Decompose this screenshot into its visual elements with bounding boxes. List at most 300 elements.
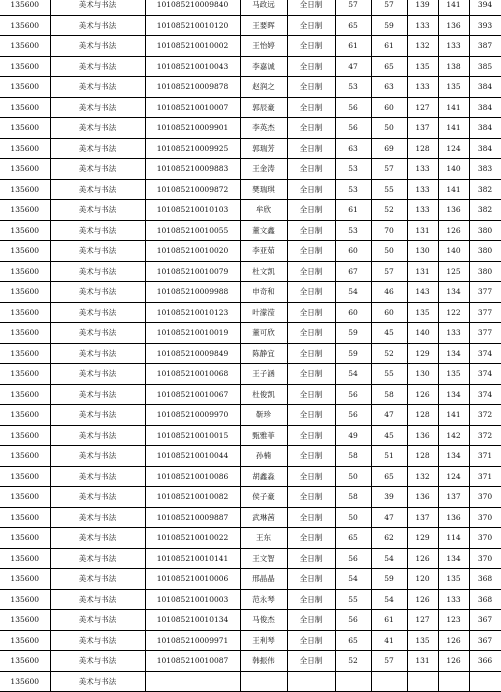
table-row — [0, 179, 501, 200]
study-mode-cell: 全日制 — [287, 0, 335, 15]
score-2-cell: 70 — [371, 220, 407, 241]
candidate-id-cell: 101085210010123 — [145, 302, 240, 323]
major-code-cell: 135600 — [0, 179, 50, 200]
candidate-name-cell: 王利琴 — [240, 630, 287, 651]
score-2-cell: 50 — [371, 118, 407, 139]
score-4-cell: 140 — [438, 241, 469, 262]
table-row — [0, 528, 501, 549]
score-4-cell: 123 — [438, 610, 469, 631]
candidate-id-cell: 101085210010019 — [145, 323, 240, 344]
major-name-cell: 美术与书法 — [50, 56, 145, 77]
study-mode-cell — [287, 671, 335, 692]
candidate-name-cell: 叶濛滢 — [240, 302, 287, 323]
score-4-cell: 141 — [438, 118, 469, 139]
score-4-cell: 134 — [438, 446, 469, 467]
score-1-cell: 53 — [335, 220, 371, 241]
candidate-id-cell: 101085210010086 — [145, 466, 240, 487]
table-row — [0, 548, 501, 569]
candidate-id-cell: 101085210009971 — [145, 630, 240, 651]
candidate-id-cell: 101085210010055 — [145, 220, 240, 241]
candidate-name-cell: 靳珍 — [240, 405, 287, 426]
score-3-cell: 143 — [407, 282, 438, 303]
major-name-cell: 美术与书法 — [50, 466, 145, 487]
study-mode-cell: 全日制 — [287, 159, 335, 180]
score-3-cell: 129 — [407, 343, 438, 364]
score-3-cell: 136 — [407, 487, 438, 508]
major-name-cell: 美术与书法 — [50, 179, 145, 200]
score-2-cell: 57 — [371, 0, 407, 15]
score-3-cell — [407, 671, 438, 692]
score-1-cell: 49 — [335, 425, 371, 446]
total-score-cell: 384 — [469, 77, 501, 98]
candidate-name-cell: 郭辰豪 — [240, 97, 287, 118]
candidate-id-cell: 101085210010007 — [145, 97, 240, 118]
study-mode-cell: 全日制 — [287, 548, 335, 569]
score-3-cell: 128 — [407, 446, 438, 467]
total-score-cell: 382 — [469, 179, 501, 200]
score-2-cell: 63 — [371, 77, 407, 98]
score-3-cell: 137 — [407, 118, 438, 139]
study-mode-cell: 全日制 — [287, 589, 335, 610]
candidate-name-cell: 李英杰 — [240, 118, 287, 139]
major-code-cell: 135600 — [0, 36, 50, 57]
score-4-cell: 126 — [438, 630, 469, 651]
major-name-cell: 美术与书法 — [50, 77, 145, 98]
score-3-cell: 132 — [407, 36, 438, 57]
score-1-cell: 54 — [335, 569, 371, 590]
score-2-cell: 50 — [371, 241, 407, 262]
score-3-cell: 127 — [407, 97, 438, 118]
score-1-cell: 59 — [335, 343, 371, 364]
major-name-cell: 美术与书法 — [50, 261, 145, 282]
table-row — [0, 220, 501, 241]
score-4-cell: 135 — [438, 569, 469, 590]
score-2-cell: 47 — [371, 507, 407, 528]
score-1-cell: 56 — [335, 97, 371, 118]
table-row — [0, 630, 501, 651]
study-mode-cell: 全日制 — [287, 507, 335, 528]
candidate-name-cell: 武琳茜 — [240, 507, 287, 528]
study-mode-cell: 全日制 — [287, 261, 335, 282]
study-mode-cell: 全日制 — [287, 343, 335, 364]
score-1-cell: 50 — [335, 466, 371, 487]
major-name-cell: 美术与书法 — [50, 651, 145, 672]
table-row — [0, 487, 501, 508]
major-code-cell: 135600 — [0, 671, 50, 692]
candidate-name-cell: 郭瑞芳 — [240, 138, 287, 159]
table-row — [0, 15, 501, 36]
table-row — [0, 241, 501, 262]
table-row — [0, 507, 501, 528]
score-3-cell: 133 — [407, 77, 438, 98]
score-1-cell: 58 — [335, 446, 371, 467]
major-code-cell: 135600 — [0, 466, 50, 487]
candidate-name-cell: 胡鑫淼 — [240, 466, 287, 487]
score-4-cell: 141 — [438, 97, 469, 118]
total-score-cell: 377 — [469, 323, 501, 344]
major-name-cell: 美术与书法 — [50, 302, 145, 323]
total-score-cell: 383 — [469, 159, 501, 180]
candidate-name-cell: 赵润之 — [240, 77, 287, 98]
major-code-cell: 135600 — [0, 118, 50, 139]
score-1-cell: 47 — [335, 56, 371, 77]
score-3-cell: 133 — [407, 159, 438, 180]
candidate-id-cell: 101085210010043 — [145, 56, 240, 77]
score-2-cell: 41 — [371, 630, 407, 651]
major-code-cell: 135600 — [0, 569, 50, 590]
candidate-id-cell: 101085210010006 — [145, 569, 240, 590]
score-2-cell: 57 — [371, 651, 407, 672]
major-code-cell: 135600 — [0, 548, 50, 569]
score-4-cell: 135 — [438, 364, 469, 385]
score-2-cell: 45 — [371, 425, 407, 446]
table-row — [0, 610, 501, 631]
total-score-cell: 377 — [469, 302, 501, 323]
candidate-name-cell: 范永琴 — [240, 589, 287, 610]
study-mode-cell: 全日制 — [287, 97, 335, 118]
major-name-cell: 美术与书法 — [50, 241, 145, 262]
major-code-cell: 135600 — [0, 15, 50, 36]
candidate-name-cell: 杜俊凯 — [240, 384, 287, 405]
major-code-cell: 135600 — [0, 282, 50, 303]
candidate-name-cell: 王子涵 — [240, 364, 287, 385]
total-score-cell: 382 — [469, 200, 501, 221]
score-4-cell: 138 — [438, 56, 469, 77]
candidate-id-cell: 101085210009872 — [145, 179, 240, 200]
major-name-cell: 美术与书法 — [50, 200, 145, 221]
total-score-cell: 371 — [469, 446, 501, 467]
candidate-name-cell: 侯子豪 — [240, 487, 287, 508]
major-code-cell: 135600 — [0, 610, 50, 631]
candidate-name-cell: 樊瑞琪 — [240, 179, 287, 200]
table-row — [0, 36, 501, 57]
major-name-cell: 美术与书法 — [50, 405, 145, 426]
major-name-cell: 美术与书法 — [50, 364, 145, 385]
major-name-cell: 美术与书法 — [50, 97, 145, 118]
score-3-cell: 135 — [407, 56, 438, 77]
score-2-cell: 39 — [371, 487, 407, 508]
major-code-cell: 135600 — [0, 159, 50, 180]
study-mode-cell: 全日制 — [287, 405, 335, 426]
major-code-cell: 135600 — [0, 0, 50, 15]
table-row — [0, 343, 501, 364]
candidate-id-cell: 101085210010079 — [145, 261, 240, 282]
score-3-cell: 131 — [407, 220, 438, 241]
score-1-cell: 56 — [335, 118, 371, 139]
score-1-cell: 56 — [335, 548, 371, 569]
candidate-id-cell — [145, 671, 240, 692]
major-name-cell: 美术与书法 — [50, 548, 145, 569]
score-3-cell: 137 — [407, 507, 438, 528]
total-score-cell: 374 — [469, 364, 501, 385]
score-3-cell: 127 — [407, 610, 438, 631]
score-2-cell: 45 — [371, 323, 407, 344]
score-4-cell: 136 — [438, 15, 469, 36]
score-2-cell: 65 — [371, 466, 407, 487]
score-1-cell: 65 — [335, 15, 371, 36]
total-score-cell: 372 — [469, 425, 501, 446]
score-2-cell: 59 — [371, 569, 407, 590]
table-row — [0, 138, 501, 159]
candidate-id-cell: 101085210009878 — [145, 77, 240, 98]
total-score-cell: 367 — [469, 610, 501, 631]
score-2-cell: 61 — [371, 610, 407, 631]
major-name-cell: 美术与书法 — [50, 671, 145, 692]
score-1-cell: 56 — [335, 610, 371, 631]
candidate-id-cell: 101085210009988 — [145, 282, 240, 303]
major-code-cell: 135600 — [0, 507, 50, 528]
candidate-id-cell: 101085210010015 — [145, 425, 240, 446]
candidate-id-cell: 101085210010068 — [145, 364, 240, 385]
score-4-cell: 134 — [438, 548, 469, 569]
candidate-id-cell: 101085210010087 — [145, 651, 240, 672]
score-3-cell: 126 — [407, 589, 438, 610]
total-score-cell: 387 — [469, 36, 501, 57]
total-score-cell: 377 — [469, 282, 501, 303]
study-mode-cell: 全日制 — [287, 138, 335, 159]
study-mode-cell: 全日制 — [287, 179, 335, 200]
total-score-cell: 374 — [469, 384, 501, 405]
score-1-cell: 67 — [335, 261, 371, 282]
score-2-cell: 60 — [371, 97, 407, 118]
candidate-name-cell: 李嘉诚 — [240, 56, 287, 77]
table-row — [0, 97, 501, 118]
major-code-cell: 135600 — [0, 56, 50, 77]
total-score-cell: 384 — [469, 97, 501, 118]
study-mode-cell: 全日制 — [287, 200, 335, 221]
study-mode-cell: 全日制 — [287, 610, 335, 631]
table-row — [0, 56, 501, 77]
table-row — [0, 651, 501, 672]
score-2-cell: 52 — [371, 343, 407, 364]
major-name-cell: 美术与书法 — [50, 159, 145, 180]
score-3-cell: 131 — [407, 651, 438, 672]
table-row — [0, 384, 501, 405]
total-score-cell: 366 — [469, 651, 501, 672]
table-row — [0, 302, 501, 323]
score-3-cell: 133 — [407, 179, 438, 200]
table-row — [0, 118, 501, 139]
score-2-cell: 51 — [371, 446, 407, 467]
study-mode-cell: 全日制 — [287, 302, 335, 323]
major-name-cell: 美术与书法 — [50, 610, 145, 631]
candidate-id-cell: 101085210009840 — [145, 0, 240, 15]
score-3-cell: 139 — [407, 0, 438, 15]
candidate-id-cell: 101085210010044 — [145, 446, 240, 467]
table-row — [0, 589, 501, 610]
study-mode-cell: 全日制 — [287, 56, 335, 77]
candidate-name-cell: 李亚茹 — [240, 241, 287, 262]
total-score-cell: 384 — [469, 118, 501, 139]
score-1-cell: 61 — [335, 36, 371, 57]
candidate-name-cell: 王要晖 — [240, 15, 287, 36]
score-1-cell: 58 — [335, 487, 371, 508]
score-2-cell: 65 — [371, 56, 407, 77]
candidate-name-cell: 王东 — [240, 528, 287, 549]
candidate-name-cell: 董文鑫 — [240, 220, 287, 241]
candidate-name-cell: 邢晶晶 — [240, 569, 287, 590]
candidate-name-cell: 董可欣 — [240, 323, 287, 344]
study-mode-cell: 全日制 — [287, 446, 335, 467]
score-1-cell: 53 — [335, 77, 371, 98]
candidate-id-cell: 101085210010141 — [145, 548, 240, 569]
score-4-cell: 136 — [438, 507, 469, 528]
major-code-cell: 135600 — [0, 487, 50, 508]
candidate-id-cell: 101085210009883 — [145, 159, 240, 180]
study-mode-cell: 全日制 — [287, 384, 335, 405]
candidate-name-cell — [240, 671, 287, 692]
candidate-id-cell: 101085210009970 — [145, 405, 240, 426]
score-4-cell: 135 — [438, 77, 469, 98]
major-name-cell: 美术与书法 — [50, 15, 145, 36]
score-3-cell: 131 — [407, 261, 438, 282]
study-mode-cell: 全日制 — [287, 630, 335, 651]
score-2-cell: 57 — [371, 261, 407, 282]
score-1-cell — [335, 671, 371, 692]
study-mode-cell: 全日制 — [287, 220, 335, 241]
major-name-cell: 美术与书法 — [50, 384, 145, 405]
candidate-name-cell: 陈静宜 — [240, 343, 287, 364]
score-4-cell: 142 — [438, 425, 469, 446]
score-3-cell: 129 — [407, 528, 438, 549]
score-3-cell: 135 — [407, 302, 438, 323]
table-row — [0, 569, 501, 590]
score-1-cell: 60 — [335, 241, 371, 262]
score-4-cell: 125 — [438, 261, 469, 282]
table-row — [0, 261, 501, 282]
total-score-cell: 368 — [469, 569, 501, 590]
major-name-cell: 美术与书法 — [50, 569, 145, 590]
study-mode-cell: 全日制 — [287, 364, 335, 385]
score-4-cell: 133 — [438, 589, 469, 610]
score-2-cell: 54 — [371, 548, 407, 569]
candidate-name-cell: 孙楠 — [240, 446, 287, 467]
candidate-name-cell: 韩振伟 — [240, 651, 287, 672]
major-name-cell: 美术与书法 — [50, 118, 145, 139]
total-score-cell: 393 — [469, 15, 501, 36]
candidate-id-cell: 101085210009925 — [145, 138, 240, 159]
major-code-cell: 135600 — [0, 630, 50, 651]
table-row — [0, 200, 501, 221]
score-4-cell: 134 — [438, 384, 469, 405]
score-1-cell: 57 — [335, 0, 371, 15]
score-1-cell: 52 — [335, 651, 371, 672]
score-3-cell: 133 — [407, 200, 438, 221]
study-mode-cell: 全日制 — [287, 323, 335, 344]
candidate-id-cell: 101085210010002 — [145, 36, 240, 57]
major-code-cell: 135600 — [0, 405, 50, 426]
major-code-cell: 135600 — [0, 138, 50, 159]
score-4-cell: 126 — [438, 220, 469, 241]
total-score-cell: 380 — [469, 220, 501, 241]
table-row — [0, 0, 501, 15]
score-2-cell: 69 — [371, 138, 407, 159]
candidate-name-cell: 申奇和 — [240, 282, 287, 303]
score-1-cell: 65 — [335, 528, 371, 549]
candidate-id-cell: 101085210010134 — [145, 610, 240, 631]
candidate-name-cell: 牟欣 — [240, 200, 287, 221]
score-1-cell: 53 — [335, 179, 371, 200]
score-4-cell: 137 — [438, 487, 469, 508]
candidate-id-cell: 101085210010103 — [145, 200, 240, 221]
score-1-cell: 56 — [335, 405, 371, 426]
major-code-cell: 135600 — [0, 323, 50, 344]
major-name-cell: 美术与书法 — [50, 220, 145, 241]
score-1-cell: 61 — [335, 200, 371, 221]
score-4-cell — [438, 671, 469, 692]
total-score-cell: 370 — [469, 507, 501, 528]
major-name-cell: 美术与书法 — [50, 487, 145, 508]
score-3-cell: 140 — [407, 323, 438, 344]
score-1-cell: 55 — [335, 589, 371, 610]
score-4-cell: 126 — [438, 651, 469, 672]
study-mode-cell: 全日制 — [287, 118, 335, 139]
candidate-id-cell: 101085210010082 — [145, 487, 240, 508]
score-4-cell: 141 — [438, 0, 469, 15]
major-name-cell: 美术与书法 — [50, 446, 145, 467]
major-code-cell: 135600 — [0, 97, 50, 118]
table-row — [0, 405, 501, 426]
candidate-id-cell: 101085210009849 — [145, 343, 240, 364]
total-score-cell: 380 — [469, 241, 501, 262]
total-score-cell: 374 — [469, 343, 501, 364]
score-4-cell: 114 — [438, 528, 469, 549]
total-score-cell — [469, 671, 501, 692]
score-1-cell: 60 — [335, 302, 371, 323]
major-name-cell: 美术与书法 — [50, 282, 145, 303]
candidate-name-cell: 王怡婷 — [240, 36, 287, 57]
score-4-cell: 133 — [438, 323, 469, 344]
major-code-cell: 135600 — [0, 364, 50, 385]
study-mode-cell: 全日制 — [287, 466, 335, 487]
score-1-cell: 63 — [335, 138, 371, 159]
score-3-cell: 128 — [407, 405, 438, 426]
score-1-cell: 54 — [335, 282, 371, 303]
major-code-cell: 135600 — [0, 261, 50, 282]
major-name-cell: 美术与书法 — [50, 589, 145, 610]
candidate-name-cell: 王金涛 — [240, 159, 287, 180]
score-4-cell: 133 — [438, 36, 469, 57]
candidate-id-cell: 101085210010020 — [145, 241, 240, 262]
major-code-cell: 135600 — [0, 77, 50, 98]
candidate-id-cell: 101085210010003 — [145, 589, 240, 610]
major-name-cell: 美术与书法 — [50, 630, 145, 651]
score-2-cell: 47 — [371, 405, 407, 426]
score-1-cell: 53 — [335, 159, 371, 180]
score-4-cell: 122 — [438, 302, 469, 323]
score-3-cell: 136 — [407, 425, 438, 446]
major-name-cell: 美术与书法 — [50, 343, 145, 364]
major-code-cell: 135600 — [0, 343, 50, 364]
candidate-name-cell: 甄雅菲 — [240, 425, 287, 446]
table-row — [0, 282, 501, 303]
study-mode-cell: 全日制 — [287, 487, 335, 508]
candidate-name-cell: 王文智 — [240, 548, 287, 569]
score-3-cell: 130 — [407, 241, 438, 262]
score-1-cell: 50 — [335, 507, 371, 528]
major-code-cell: 135600 — [0, 200, 50, 221]
study-mode-cell: 全日制 — [287, 282, 335, 303]
candidate-id-cell: 101085210009901 — [145, 118, 240, 139]
study-mode-cell: 全日制 — [287, 651, 335, 672]
score-4-cell: 134 — [438, 282, 469, 303]
score-2-cell: 57 — [371, 159, 407, 180]
study-mode-cell: 全日制 — [287, 36, 335, 57]
candidate-id-cell: 101085210010120 — [145, 15, 240, 36]
score-2-cell: 58 — [371, 384, 407, 405]
score-1-cell: 59 — [335, 323, 371, 344]
score-1-cell: 54 — [335, 364, 371, 385]
